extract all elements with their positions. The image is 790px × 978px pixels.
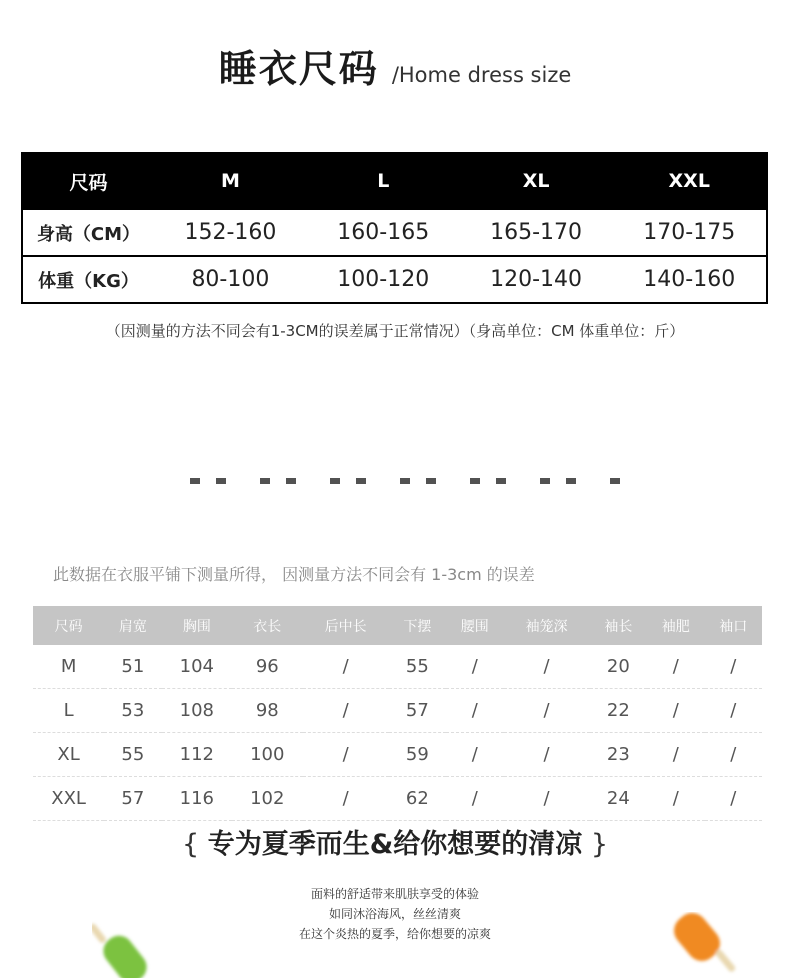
measurement-header-cell: 胸围 bbox=[162, 606, 232, 645]
table-cell: / bbox=[647, 689, 704, 733]
table-row bbox=[33, 777, 762, 821]
measurement-note: （因测量的方法不同会有1-3CM的误差属于正常情况）（身高单位：CM 体重单位：斤） bbox=[105, 322, 685, 340]
table-cell: / bbox=[504, 645, 590, 689]
description-line: 面料的舒适带来肌肤享受的体验 bbox=[310, 887, 479, 901]
table-cell: / bbox=[504, 689, 590, 733]
slogan-open-brace: { bbox=[181, 829, 200, 860]
table-cell: 24 bbox=[590, 777, 647, 821]
table-row bbox=[33, 689, 762, 733]
table-cell: 100 bbox=[232, 733, 302, 777]
size-header-cell: M bbox=[154, 153, 307, 209]
flat-measurement-note: 此数据在衣服平铺下测量所得， 因测量方法不同会有 1-3cm 的误差 bbox=[53, 565, 535, 584]
measurement-header-row bbox=[33, 606, 762, 645]
table-cell: 53 bbox=[104, 689, 161, 733]
slogan bbox=[0, 822, 790, 861]
measurement-header-cell: 衣长 bbox=[232, 606, 302, 645]
cropped-heading-artifact bbox=[190, 470, 630, 484]
orange-popsicle-icon bbox=[670, 912, 750, 978]
table-cell: / bbox=[647, 733, 704, 777]
table-cell: 55 bbox=[104, 733, 161, 777]
table-cell: 170-175 bbox=[612, 209, 767, 256]
size-table-header-row bbox=[22, 153, 767, 209]
table-cell: 51 bbox=[104, 645, 161, 689]
slogan-text: 专为夏季而生&给你想要的清凉 bbox=[207, 829, 583, 860]
table-cell: 55 bbox=[389, 645, 446, 689]
description-line: 在这个炎热的夏季，给你想要的凉爽 bbox=[298, 927, 491, 941]
table-cell: 62 bbox=[389, 777, 446, 821]
table-cell: / bbox=[446, 689, 503, 733]
table-cell: M bbox=[33, 645, 104, 689]
green-popsicle-icon bbox=[92, 918, 162, 978]
row-label: 体重（KG） bbox=[22, 256, 154, 303]
table-cell: / bbox=[446, 777, 503, 821]
height-row bbox=[22, 209, 767, 256]
table-cell: / bbox=[705, 689, 763, 733]
page-subtitle: /Home dress size bbox=[391, 63, 572, 87]
table-cell: / bbox=[504, 733, 590, 777]
table-cell: / bbox=[446, 733, 503, 777]
table-cell: / bbox=[705, 777, 763, 821]
table-cell: / bbox=[303, 733, 389, 777]
table-cell: / bbox=[446, 645, 503, 689]
table-cell: 120-140 bbox=[460, 256, 613, 303]
table-cell: XL bbox=[33, 733, 104, 777]
table-cell: / bbox=[705, 733, 763, 777]
table-cell: 59 bbox=[389, 733, 446, 777]
size-header-cell: XXL bbox=[612, 153, 767, 209]
weight-row bbox=[22, 256, 767, 303]
table-cell: / bbox=[647, 777, 704, 821]
table-cell: 160-165 bbox=[307, 209, 460, 256]
measurement-header-cell: 腰围 bbox=[446, 606, 503, 645]
table-cell: 108 bbox=[162, 689, 232, 733]
table-cell: / bbox=[303, 689, 389, 733]
table-cell: 96 bbox=[232, 645, 302, 689]
page-title: 睡衣尺码 bbox=[218, 47, 379, 91]
table-row bbox=[33, 733, 762, 777]
measurement-header-cell: 袖口 bbox=[705, 606, 763, 645]
description-line: 如同沐浴海风，丝丝清爽 bbox=[328, 907, 461, 921]
table-cell: 112 bbox=[162, 733, 232, 777]
page-header bbox=[0, 38, 790, 93]
table-cell: L bbox=[33, 689, 104, 733]
table-cell: 98 bbox=[232, 689, 302, 733]
garment-measurement-table bbox=[33, 606, 762, 821]
measurement-header-cell: 袖长 bbox=[590, 606, 647, 645]
table-cell: XXL bbox=[33, 777, 104, 821]
table-cell: 152-160 bbox=[154, 209, 307, 256]
size-header-cell: 尺码 bbox=[22, 153, 154, 209]
measurement-header-cell: 袖笼深 bbox=[504, 606, 590, 645]
measurement-header-cell: 尺码 bbox=[33, 606, 104, 645]
table-cell: / bbox=[647, 645, 704, 689]
measurement-header-cell: 下摆 bbox=[389, 606, 446, 645]
table-cell: 80-100 bbox=[154, 256, 307, 303]
measurement-header-cell: 袖肥 bbox=[647, 606, 704, 645]
table-cell: 23 bbox=[590, 733, 647, 777]
size-header-cell: XL bbox=[460, 153, 613, 209]
table-cell: / bbox=[303, 645, 389, 689]
table-cell: / bbox=[303, 777, 389, 821]
table-cell: / bbox=[705, 645, 763, 689]
table-cell: 165-170 bbox=[460, 209, 613, 256]
size-header-cell: L bbox=[307, 153, 460, 209]
measurement-header-cell: 后中长 bbox=[303, 606, 389, 645]
table-cell: 104 bbox=[162, 645, 232, 689]
table-cell: / bbox=[504, 777, 590, 821]
row-label: 身高（CM） bbox=[22, 209, 154, 256]
table-cell: 22 bbox=[590, 689, 647, 733]
table-cell: 102 bbox=[232, 777, 302, 821]
table-cell: 140-160 bbox=[612, 256, 767, 303]
table-cell: 116 bbox=[162, 777, 232, 821]
pajama-size-table bbox=[21, 152, 768, 304]
table-cell: 20 bbox=[590, 645, 647, 689]
table-cell: 57 bbox=[104, 777, 161, 821]
table-row bbox=[33, 645, 762, 689]
table-cell: 57 bbox=[389, 689, 446, 733]
measurement-header-cell: 肩宽 bbox=[104, 606, 161, 645]
slogan-close-brace: } bbox=[590, 829, 609, 860]
table-cell: 100-120 bbox=[307, 256, 460, 303]
